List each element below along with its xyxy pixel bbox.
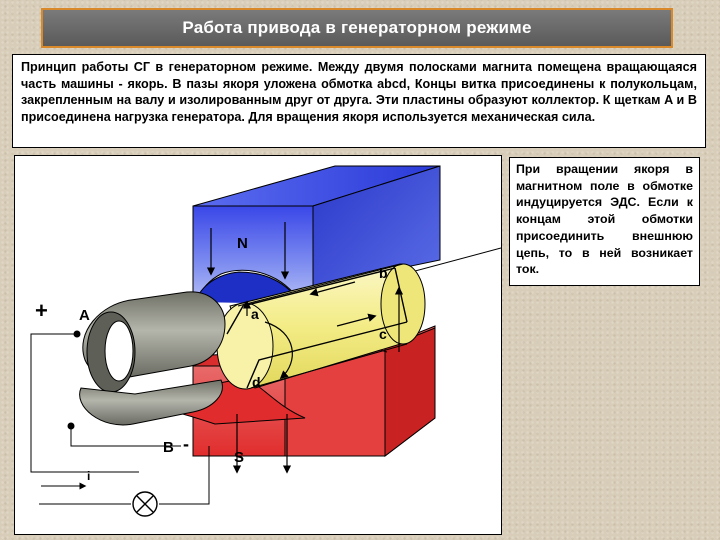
side-note-text: При вращении якоря в магнитном поле в обмотке индуцируется ЭДС. Если к концам этой обмотки присоединить внешнюю цепь, то в ней возникает ток. <box>509 157 700 286</box>
minus-sign: - <box>183 434 189 454</box>
description-text: Принцип работы СГ в генераторном режиме. Между двумя полосками магнита помещена вращающаяся часть машины - якорь. В пазы якоря уложена обмотка abcd, Концы витка присоединены к полукольцам, закрепленным на валу и изолированным друг от друга. Эти пластины образуют коллектор. К щеткам A и B присоединена нагрузка генератора. Для вращения якоря используется механическая сила. <box>12 54 706 148</box>
brush-a-label: A <box>79 307 90 324</box>
winding-label-a: a <box>251 306 259 322</box>
generator-diagram <box>14 155 502 535</box>
winding-label-b: b <box>379 265 388 281</box>
south-pole-label: S <box>234 449 245 466</box>
north-pole-label: N <box>237 235 248 252</box>
current-label: i <box>87 469 91 483</box>
slide-title: Работа привода в генераторном режиме <box>41 8 673 48</box>
brush-b-label: B <box>163 439 174 456</box>
winding-label-c: c <box>379 326 387 342</box>
winding-label-d: d <box>252 374 261 390</box>
plus-sign: + <box>35 298 48 323</box>
collector <box>80 292 225 425</box>
load-lamp <box>133 492 157 516</box>
